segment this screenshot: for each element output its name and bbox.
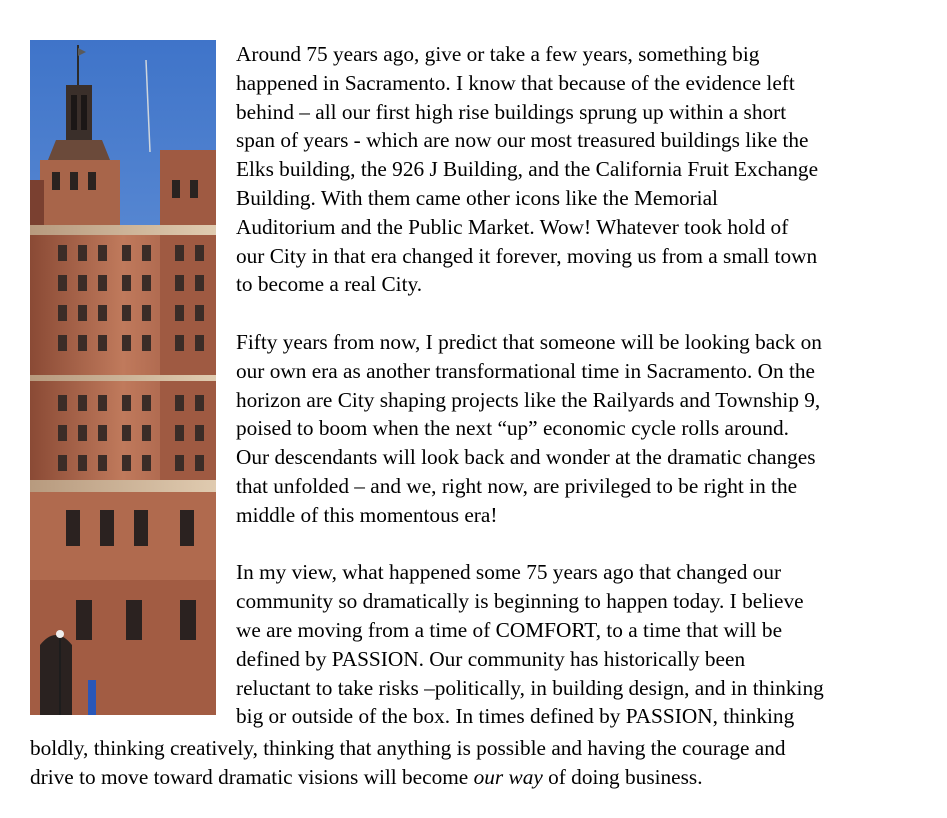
text-line: Our descendants will look back and wonder at the dramatic changes bbox=[236, 445, 816, 470]
building-photo bbox=[30, 40, 216, 715]
text-line: reluctant to take risks –politically, in building design, and in thinking bbox=[236, 675, 824, 700]
text-line: horizon are City shaping projects like the Railyards and Township 9, bbox=[236, 387, 821, 412]
paragraph-2 bbox=[236, 328, 936, 530]
text-run: drive to move toward dramatic visions will become bbox=[30, 764, 474, 789]
text-line: community so dramatically is beginning to happen today. I believe bbox=[236, 589, 804, 614]
text-line: our City in that era changed it forever, moving us from a small town bbox=[236, 243, 818, 268]
main-text-column bbox=[236, 40, 936, 731]
text-line: that unfolded – and we, right now, are privileged to be right in the bbox=[236, 473, 798, 498]
text-line bbox=[30, 763, 940, 792]
italic-phrase: our way bbox=[473, 764, 543, 789]
text-line: span of years - which are now our most treasured buildings like the bbox=[236, 128, 809, 153]
text-line: Building. With them came other icons like the Memorial bbox=[236, 185, 718, 210]
text-line: to become a real City. bbox=[236, 272, 423, 297]
paragraph-1 bbox=[236, 40, 936, 299]
text-run: of doing business. bbox=[542, 764, 703, 789]
text-line: behind – all our first high rise buildings sprung up within a short bbox=[236, 99, 787, 124]
text-line: In my view, what happened some 75 years ago that changed our bbox=[236, 560, 782, 585]
text-line: we are moving from a time of COMFORT, to a time that will be bbox=[236, 617, 783, 642]
paragraph-gap bbox=[236, 299, 936, 328]
text-line: middle of this momentous era! bbox=[236, 502, 498, 527]
text-line: happened in Sacramento. I know that because of the evidence left bbox=[236, 70, 795, 95]
full-width-text bbox=[30, 734, 940, 792]
text-line: boldly, thinking creatively, thinking that anything is possible and having the courage and bbox=[30, 736, 786, 760]
text-line: big or outside of the box. In times defined by PASSION, thinking bbox=[236, 704, 795, 729]
text-line: poised to boom when the next “up” economic cycle rolls around. bbox=[236, 416, 789, 441]
paragraph-3 bbox=[236, 558, 936, 731]
text-line: Fifty years from now, I predict that someone will be looking back on bbox=[236, 329, 822, 354]
text-line: Auditorium and the Public Market. Wow! Whatever took hold of bbox=[236, 214, 789, 239]
text-line: Around 75 years ago, give or take a few years, something big bbox=[236, 42, 760, 66]
text-line: defined by PASSION. Our community has historically been bbox=[236, 646, 746, 671]
text-line: our own era as another transformational time in Sacramento. On the bbox=[236, 358, 815, 383]
text-line: Elks building, the 926 J Building, and the California Fruit Exchange bbox=[236, 157, 819, 182]
tower-illustration bbox=[30, 40, 216, 715]
paragraph-gap bbox=[236, 530, 936, 559]
